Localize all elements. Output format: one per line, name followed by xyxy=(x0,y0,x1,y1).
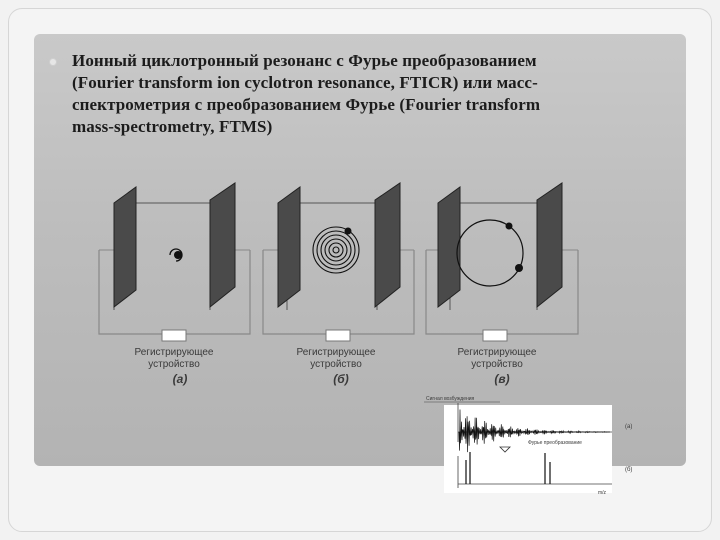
panel-letter: (а) xyxy=(172,372,188,386)
device-label: устройство xyxy=(310,359,362,370)
excitation-label: Сигнал возбуждения xyxy=(426,396,475,402)
device-label: Регистрирующее xyxy=(134,347,214,358)
device-label: Регистрирующее xyxy=(457,347,537,358)
title-line: (Fourier transform ion cyclotron resonance, FTICR) или масс- xyxy=(72,73,538,92)
panel-letter: (в) xyxy=(494,372,510,386)
title-line: Ионный циклотронный резонанс с Фурье преобразованием xyxy=(72,51,537,70)
device-label: Регистрирующее xyxy=(296,347,376,358)
device-label: устройство xyxy=(148,359,200,370)
right-mark: (б) xyxy=(625,467,633,473)
title-line: mass-spectrometry, FTMS) xyxy=(72,117,273,136)
fourier-label: Фурье преобразование xyxy=(528,440,582,446)
right-mark: (а) xyxy=(625,424,633,430)
device-label: устройство xyxy=(471,359,523,370)
axis-unit: m/z xyxy=(598,490,607,496)
panel-letter: (б) xyxy=(333,372,349,386)
arrow-down-icon xyxy=(500,447,510,452)
title-line: спектрометрия с преобразованием Фурье (Fourier transform xyxy=(72,95,541,114)
